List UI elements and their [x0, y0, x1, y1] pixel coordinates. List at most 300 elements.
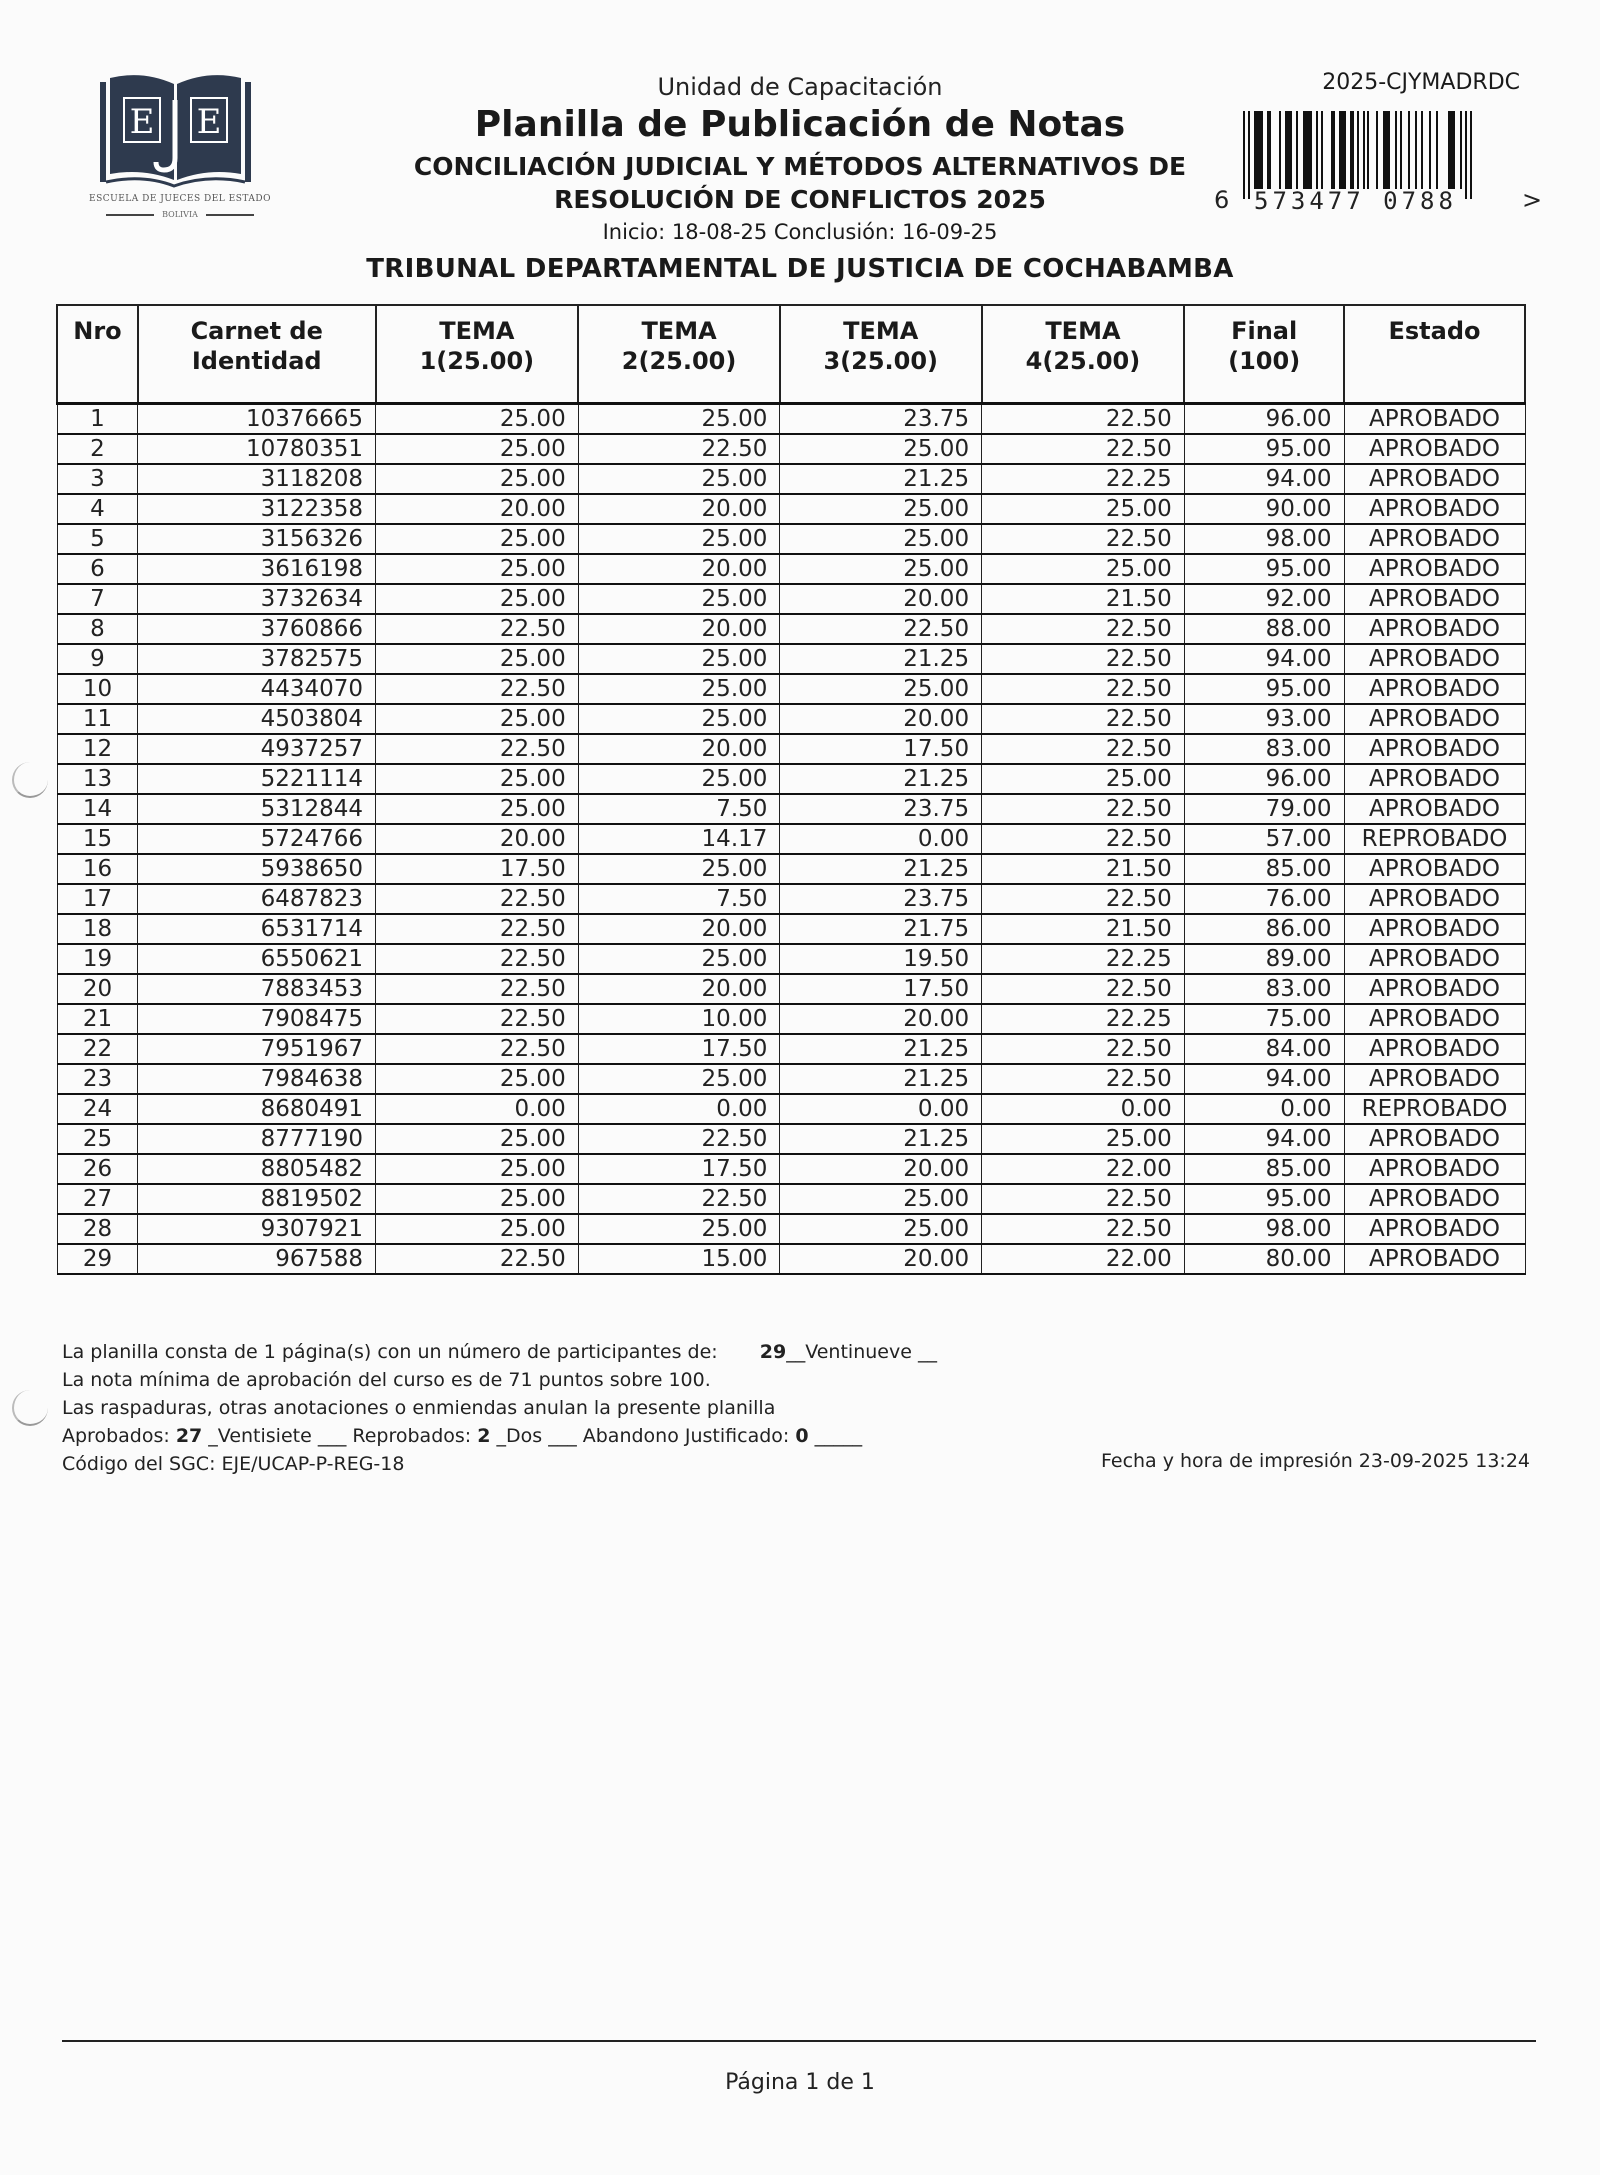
final-score-cell: 94.00	[1184, 644, 1344, 674]
tema-1-score-cell: 22.50	[376, 914, 579, 944]
row-number-cell: 17	[57, 884, 138, 914]
row-number-cell: 20	[57, 974, 138, 1004]
column-header-line1: Final	[1231, 317, 1298, 345]
status-cell: APROBADO	[1344, 1154, 1525, 1184]
status-cell: APROBADO	[1344, 1124, 1525, 1154]
row-number-cell: 29	[57, 1244, 138, 1274]
table-row	[57, 734, 1525, 764]
tema-3-score-cell: 25.00	[780, 1184, 982, 1214]
row-number-cell: 3	[57, 464, 138, 494]
table-row	[57, 674, 1525, 704]
column-header-line2: (100)	[1228, 347, 1301, 375]
status-cell: APROBADO	[1344, 494, 1525, 524]
row-number-cell: 7	[57, 584, 138, 614]
id-card-cell: 7883453	[138, 974, 376, 1004]
tema-3-score-cell: 21.25	[780, 1124, 982, 1154]
id-card-cell: 3760866	[138, 614, 376, 644]
id-card-cell: 3156326	[138, 524, 376, 554]
tema-3-score-cell: 17.50	[780, 734, 982, 764]
id-card-cell: 5312844	[138, 794, 376, 824]
column-header-line2: 2(25.00)	[621, 347, 737, 375]
tema-2-score-cell: 25.00	[578, 524, 780, 554]
tema-1-score-cell: 25.00	[376, 1154, 579, 1184]
status-cell: APROBADO	[1344, 794, 1525, 824]
final-score-cell: 93.00	[1184, 704, 1344, 734]
row-number-cell: 24	[57, 1094, 138, 1124]
table-row	[57, 884, 1525, 914]
id-card-cell: 3118208	[138, 464, 376, 494]
row-number-cell: 4	[57, 494, 138, 524]
tema-1-score-cell: 25.00	[376, 584, 579, 614]
column-header-line1: TEMA	[439, 317, 515, 345]
table-row	[57, 944, 1525, 974]
status-cell: REPROBADO	[1344, 1094, 1525, 1124]
id-card-cell: 8819502	[138, 1184, 376, 1214]
row-number-cell: 1	[57, 404, 138, 435]
id-card-cell: 3732634	[138, 584, 376, 614]
table-row	[57, 1154, 1525, 1184]
tema-1-score-cell: 22.50	[376, 1034, 579, 1064]
status-cell: APROBADO	[1344, 644, 1525, 674]
id-card-cell: 5938650	[138, 854, 376, 884]
grades-table	[56, 304, 1526, 1275]
logo-caption-country: BOLIVIA	[80, 210, 280, 219]
row-number-cell: 13	[57, 764, 138, 794]
tema-3-score-cell: 21.25	[780, 644, 982, 674]
tema-3-score-cell: 25.00	[780, 674, 982, 704]
table-row	[57, 614, 1525, 644]
tema-2-score-cell: 14.17	[578, 824, 780, 854]
tema-3-score-cell: 0.00	[780, 824, 982, 854]
table-row	[57, 404, 1525, 435]
column-header	[1184, 305, 1344, 404]
final-score-cell: 92.00	[1184, 584, 1344, 614]
column-header-line1: Estado	[1388, 317, 1481, 345]
tema-3-score-cell: 22.50	[780, 614, 982, 644]
tema-2-score-cell: 7.50	[578, 884, 780, 914]
failed-words: _Dos ___	[490, 1425, 583, 1447]
tema-1-score-cell: 25.00	[376, 524, 579, 554]
id-card-cell: 4503804	[138, 704, 376, 734]
tema-2-score-cell: 25.00	[578, 674, 780, 704]
final-score-cell: 76.00	[1184, 884, 1344, 914]
page-number: Página 1 de 1	[725, 2070, 875, 2095]
final-score-cell: 85.00	[1184, 854, 1344, 884]
tema-2-score-cell: 10.00	[578, 1004, 780, 1034]
status-cell: APROBADO	[1344, 854, 1525, 884]
status-cell: APROBADO	[1344, 704, 1525, 734]
table-row	[57, 524, 1525, 554]
table-row	[57, 554, 1525, 584]
logo-caption: ESCUELA DE JUECES DEL ESTADO	[89, 194, 271, 204]
table-row	[57, 974, 1525, 1004]
id-card-cell: 3616198	[138, 554, 376, 584]
row-number-cell: 15	[57, 824, 138, 854]
id-card-cell: 6487823	[138, 884, 376, 914]
tema-3-score-cell: 21.25	[780, 464, 982, 494]
participants-count: 29	[759, 1341, 787, 1363]
tema-2-score-cell: 22.50	[578, 1124, 780, 1154]
row-number-cell: 12	[57, 734, 138, 764]
id-card-cell: 3122358	[138, 494, 376, 524]
status-cell: APROBADO	[1344, 524, 1525, 554]
tema-4-score-cell: 0.00	[982, 1094, 1185, 1124]
tema-4-score-cell: 22.50	[982, 704, 1185, 734]
svg-text:E: E	[196, 102, 222, 142]
approved-words: _Ventisiete ___	[202, 1425, 353, 1447]
id-card-cell: 6531714	[138, 914, 376, 944]
column-header	[1344, 305, 1525, 404]
table-row	[57, 1244, 1525, 1274]
tema-2-score-cell: 25.00	[578, 464, 780, 494]
column-header-line1: Nro	[73, 317, 122, 345]
failed-count: 2	[477, 1425, 491, 1447]
status-cell: APROBADO	[1344, 884, 1525, 914]
final-score-cell: 95.00	[1184, 434, 1344, 464]
tema-3-score-cell: 20.00	[780, 584, 982, 614]
tema-2-score-cell: 20.00	[578, 974, 780, 1004]
status-cell: REPROBADO	[1344, 824, 1525, 854]
id-card-cell: 6550621	[138, 944, 376, 974]
row-number-cell: 23	[57, 1064, 138, 1094]
final-score-cell: 57.00	[1184, 824, 1344, 854]
barcode-digits: 573477 0788	[1254, 187, 1457, 215]
tema-4-score-cell: 22.25	[982, 464, 1185, 494]
document-code: 2025-CJYMADRDC	[1322, 70, 1520, 95]
page-title: Planilla de Publicación de Notas	[474, 104, 1126, 145]
row-number-cell: 19	[57, 944, 138, 974]
column-header-line2: 4(25.00)	[1025, 347, 1141, 375]
row-number-cell: 16	[57, 854, 138, 884]
final-score-cell: 80.00	[1184, 1244, 1344, 1274]
punch-hole-mark	[12, 762, 48, 798]
tema-1-score-cell: 0.00	[376, 1094, 579, 1124]
tema-1-score-cell: 25.00	[376, 764, 579, 794]
tema-1-score-cell: 22.50	[376, 884, 579, 914]
table-header-row	[57, 305, 1525, 404]
tema-3-score-cell: 25.00	[780, 434, 982, 464]
tema-1-score-cell: 22.50	[376, 1004, 579, 1034]
table-row	[57, 494, 1525, 524]
column-header-line1: TEMA	[843, 317, 919, 345]
institution-logo	[80, 70, 280, 230]
row-number-cell: 11	[57, 704, 138, 734]
tema-1-score-cell: 22.50	[376, 974, 579, 1004]
column-header-line1: Carnet de	[190, 317, 323, 345]
tema-3-score-cell: 21.25	[780, 764, 982, 794]
table-row	[57, 704, 1525, 734]
row-number-cell: 28	[57, 1214, 138, 1244]
id-card-cell: 5724766	[138, 824, 376, 854]
barcode-lead-digit: 6	[1214, 186, 1230, 214]
course-dates: Inicio: 18-08-25 Conclusión: 16-09-25	[602, 220, 998, 244]
sgc-code: Código del SGC: EJE/UCAP-P-REG-18	[62, 1453, 405, 1475]
id-card-cell: 9307921	[138, 1214, 376, 1244]
abandon-blank: _____	[808, 1425, 863, 1447]
tema-2-score-cell: 7.50	[578, 794, 780, 824]
tema-3-score-cell: 25.00	[780, 494, 982, 524]
tema-2-score-cell: 25.00	[578, 704, 780, 734]
id-card-cell: 8805482	[138, 1154, 376, 1184]
table-row	[57, 764, 1525, 794]
tema-2-score-cell: 25.00	[578, 404, 780, 435]
tema-2-score-cell: 25.00	[578, 944, 780, 974]
tema-2-score-cell: 25.00	[578, 764, 780, 794]
tema-2-score-cell: 25.00	[578, 644, 780, 674]
final-score-cell: 88.00	[1184, 614, 1344, 644]
tema-2-score-cell: 22.50	[578, 1184, 780, 1214]
tema-3-score-cell: 21.25	[780, 854, 982, 884]
tema-2-score-cell: 20.00	[578, 614, 780, 644]
tema-1-score-cell: 25.00	[376, 1064, 579, 1094]
unit-name: Unidad de Capacitación	[657, 73, 943, 101]
row-number-cell: 21	[57, 1004, 138, 1034]
table-row	[57, 1094, 1525, 1124]
status-cell: APROBADO	[1344, 974, 1525, 1004]
tema-3-score-cell: 21.25	[780, 1034, 982, 1064]
table-row	[57, 1184, 1525, 1214]
tema-4-score-cell: 25.00	[982, 1124, 1185, 1154]
final-score-cell: 95.00	[1184, 674, 1344, 704]
tema-4-score-cell: 22.50	[982, 794, 1185, 824]
id-card-cell: 10780351	[138, 434, 376, 464]
footer-divider	[62, 2040, 1536, 2042]
svg-text:E: E	[129, 102, 155, 142]
final-score-cell: 98.00	[1184, 524, 1344, 554]
tema-4-score-cell: 21.50	[982, 854, 1185, 884]
failed-label: Reprobados:	[352, 1425, 472, 1447]
tema-4-score-cell: 22.50	[982, 404, 1185, 435]
barcode-icon	[1243, 111, 1493, 199]
tema-1-score-cell: 25.00	[376, 1214, 579, 1244]
tema-4-score-cell: 22.00	[982, 1244, 1185, 1274]
status-cell: APROBADO	[1344, 404, 1525, 435]
tema-4-score-cell: 22.50	[982, 644, 1185, 674]
row-number-cell: 18	[57, 914, 138, 944]
tema-4-score-cell: 22.50	[982, 1214, 1185, 1244]
column-header-line1: TEMA	[1045, 317, 1121, 345]
tema-4-score-cell: 22.50	[982, 434, 1185, 464]
row-number-cell: 10	[57, 674, 138, 704]
final-score-cell: 96.00	[1184, 764, 1344, 794]
final-score-cell: 75.00	[1184, 1004, 1344, 1034]
row-number-cell: 22	[57, 1034, 138, 1064]
book-logo-icon	[98, 70, 253, 188]
results-summary-line	[62, 1422, 937, 1450]
tema-1-score-cell: 25.00	[376, 434, 579, 464]
tema-3-score-cell: 23.75	[780, 404, 982, 435]
tema-3-score-cell: 25.00	[780, 554, 982, 584]
punch-hole-mark	[12, 1390, 48, 1426]
id-card-cell: 967588	[138, 1244, 376, 1274]
tema-1-score-cell: 25.00	[376, 404, 579, 435]
row-number-cell: 14	[57, 794, 138, 824]
column-header-line2: 1(25.00)	[419, 347, 535, 375]
tema-3-score-cell: 20.00	[780, 1154, 982, 1184]
tema-4-score-cell: 21.50	[982, 584, 1185, 614]
table-row	[57, 464, 1525, 494]
status-cell: APROBADO	[1344, 614, 1525, 644]
tema-3-score-cell: 25.00	[780, 524, 982, 554]
participants-words: __Ventinueve __	[786, 1341, 937, 1363]
tema-4-score-cell: 22.50	[982, 614, 1185, 644]
tema-4-score-cell: 22.50	[982, 1064, 1185, 1094]
id-card-cell: 3782575	[138, 644, 376, 674]
document-header	[300, 72, 1300, 286]
print-date: Fecha y hora de impresión 23-09-2025 13:24	[1100, 1450, 1530, 1472]
final-score-cell: 79.00	[1184, 794, 1344, 824]
summary-notes	[62, 1338, 937, 1478]
table-row	[57, 434, 1525, 464]
tema-4-score-cell: 22.50	[982, 524, 1185, 554]
column-header	[780, 305, 982, 404]
minimum-grade-line: La nota mínima de aprobación del curso es de 71 puntos sobre 100.	[62, 1369, 711, 1391]
tema-1-score-cell: 22.50	[376, 944, 579, 974]
tema-3-score-cell: 0.00	[780, 1094, 982, 1124]
table-row	[57, 854, 1525, 884]
tema-1-score-cell: 25.00	[376, 1184, 579, 1214]
tema-1-score-cell: 25.00	[376, 704, 579, 734]
id-card-cell: 10376665	[138, 404, 376, 435]
tema-4-score-cell: 22.50	[982, 974, 1185, 1004]
status-cell: APROBADO	[1344, 1034, 1525, 1064]
tema-3-score-cell: 20.00	[780, 704, 982, 734]
column-header-line2: 3(25.00)	[823, 347, 939, 375]
final-score-cell: 89.00	[1184, 944, 1344, 974]
tema-1-score-cell: 17.50	[376, 854, 579, 884]
table-row	[57, 1064, 1525, 1094]
tema-2-score-cell: 20.00	[578, 494, 780, 524]
column-header	[138, 305, 376, 404]
final-score-cell: 84.00	[1184, 1034, 1344, 1064]
row-number-cell: 25	[57, 1124, 138, 1154]
tema-3-score-cell: 19.50	[780, 944, 982, 974]
erasure-warning-line: Las raspaduras, otras anotaciones o enmiendas anulan la presente planilla	[62, 1397, 776, 1419]
row-number-cell: 5	[57, 524, 138, 554]
id-card-cell: 7984638	[138, 1064, 376, 1094]
column-header-line2: Identidad	[191, 347, 322, 375]
column-header-line1: TEMA	[641, 317, 717, 345]
barcode-trailing-mark: >	[1522, 186, 1543, 214]
final-score-cell: 0.00	[1184, 1094, 1344, 1124]
tema-2-score-cell: 17.50	[578, 1154, 780, 1184]
status-cell: APROBADO	[1344, 1244, 1525, 1274]
tema-2-score-cell: 25.00	[578, 1214, 780, 1244]
tribunal-name: TRIBUNAL DEPARTAMENTAL DE JUSTICIA DE COCHABAMBA	[366, 254, 1234, 284]
tema-2-score-cell: 0.00	[578, 1094, 780, 1124]
row-number-cell: 2	[57, 434, 138, 464]
id-card-cell: 7951967	[138, 1034, 376, 1064]
abandon-label: Abandono Justificado:	[582, 1425, 790, 1447]
tema-2-score-cell: 25.00	[578, 1064, 780, 1094]
final-score-cell: 85.00	[1184, 1154, 1344, 1184]
participants-line	[62, 1338, 937, 1366]
tema-1-score-cell: 20.00	[376, 824, 579, 854]
id-card-cell: 5221114	[138, 764, 376, 794]
status-cell: APROBADO	[1344, 1064, 1525, 1094]
column-header	[578, 305, 780, 404]
tema-4-score-cell: 22.25	[982, 1004, 1185, 1034]
id-card-cell: 7908475	[138, 1004, 376, 1034]
tema-2-score-cell: 17.50	[578, 1034, 780, 1064]
column-header	[57, 305, 138, 404]
tema-1-score-cell: 25.00	[376, 794, 579, 824]
status-cell: APROBADO	[1344, 674, 1525, 704]
final-score-cell: 86.00	[1184, 914, 1344, 944]
approved-count: 27	[175, 1425, 203, 1447]
status-cell: APROBADO	[1344, 554, 1525, 584]
id-card-cell: 8680491	[138, 1094, 376, 1124]
table-row	[57, 1034, 1525, 1064]
tema-1-score-cell: 22.50	[376, 734, 579, 764]
final-score-cell: 96.00	[1184, 404, 1344, 435]
final-score-cell: 95.00	[1184, 554, 1344, 584]
final-score-cell: 83.00	[1184, 974, 1344, 1004]
status-cell: APROBADO	[1344, 1214, 1525, 1244]
tema-3-score-cell: 20.00	[780, 1004, 982, 1034]
tema-4-score-cell: 22.50	[982, 824, 1185, 854]
row-number-cell: 9	[57, 644, 138, 674]
tema-4-score-cell: 21.50	[982, 914, 1185, 944]
abandon-count: 0	[795, 1425, 809, 1447]
final-score-cell: 90.00	[1184, 494, 1344, 524]
table-row	[57, 1214, 1525, 1244]
tema-2-score-cell: 20.00	[578, 554, 780, 584]
final-score-cell: 98.00	[1184, 1214, 1344, 1244]
tema-1-score-cell: 20.00	[376, 494, 579, 524]
final-score-cell: 94.00	[1184, 464, 1344, 494]
tema-3-score-cell: 25.00	[780, 1214, 982, 1244]
tema-4-score-cell: 22.50	[982, 1034, 1185, 1064]
tema-2-score-cell: 20.00	[578, 914, 780, 944]
table-row	[57, 1124, 1525, 1154]
final-score-cell: 94.00	[1184, 1124, 1344, 1154]
id-card-cell: 8777190	[138, 1124, 376, 1154]
tema-1-score-cell: 25.00	[376, 644, 579, 674]
status-cell: APROBADO	[1344, 434, 1525, 464]
id-card-cell: 4937257	[138, 734, 376, 764]
tema-4-score-cell: 22.50	[982, 674, 1185, 704]
tema-4-score-cell: 22.25	[982, 944, 1185, 974]
status-cell: APROBADO	[1344, 734, 1525, 764]
table-row	[57, 824, 1525, 854]
tema-1-score-cell: 22.50	[376, 614, 579, 644]
status-cell: APROBADO	[1344, 1184, 1525, 1214]
status-cell: APROBADO	[1344, 764, 1525, 794]
status-cell: APROBADO	[1344, 584, 1525, 614]
column-header	[376, 305, 579, 404]
table-row	[57, 644, 1525, 674]
approved-label: Aprobados:	[62, 1425, 170, 1447]
row-number-cell: 27	[57, 1184, 138, 1214]
tema-2-score-cell: 25.00	[578, 854, 780, 884]
tema-3-score-cell: 23.75	[780, 794, 982, 824]
tema-4-score-cell: 22.50	[982, 1184, 1185, 1214]
status-cell: APROBADO	[1344, 914, 1525, 944]
tema-3-score-cell: 20.00	[780, 1244, 982, 1274]
tema-2-score-cell: 25.00	[578, 584, 780, 614]
row-number-cell: 6	[57, 554, 138, 584]
tema-3-score-cell: 21.25	[780, 1064, 982, 1094]
row-number-cell: 26	[57, 1154, 138, 1184]
tema-4-score-cell: 25.00	[982, 494, 1185, 524]
row-number-cell: 8	[57, 614, 138, 644]
course-name: CONCILIACIÓN JUDICIAL Y MÉTODOS ALTERNATIVOS DE RESOLUCIÓN DE CONFLICTOS 2025	[413, 152, 1187, 214]
table-row	[57, 794, 1525, 824]
tema-2-score-cell: 20.00	[578, 734, 780, 764]
tema-4-score-cell: 22.50	[982, 884, 1185, 914]
tema-3-score-cell: 17.50	[780, 974, 982, 1004]
